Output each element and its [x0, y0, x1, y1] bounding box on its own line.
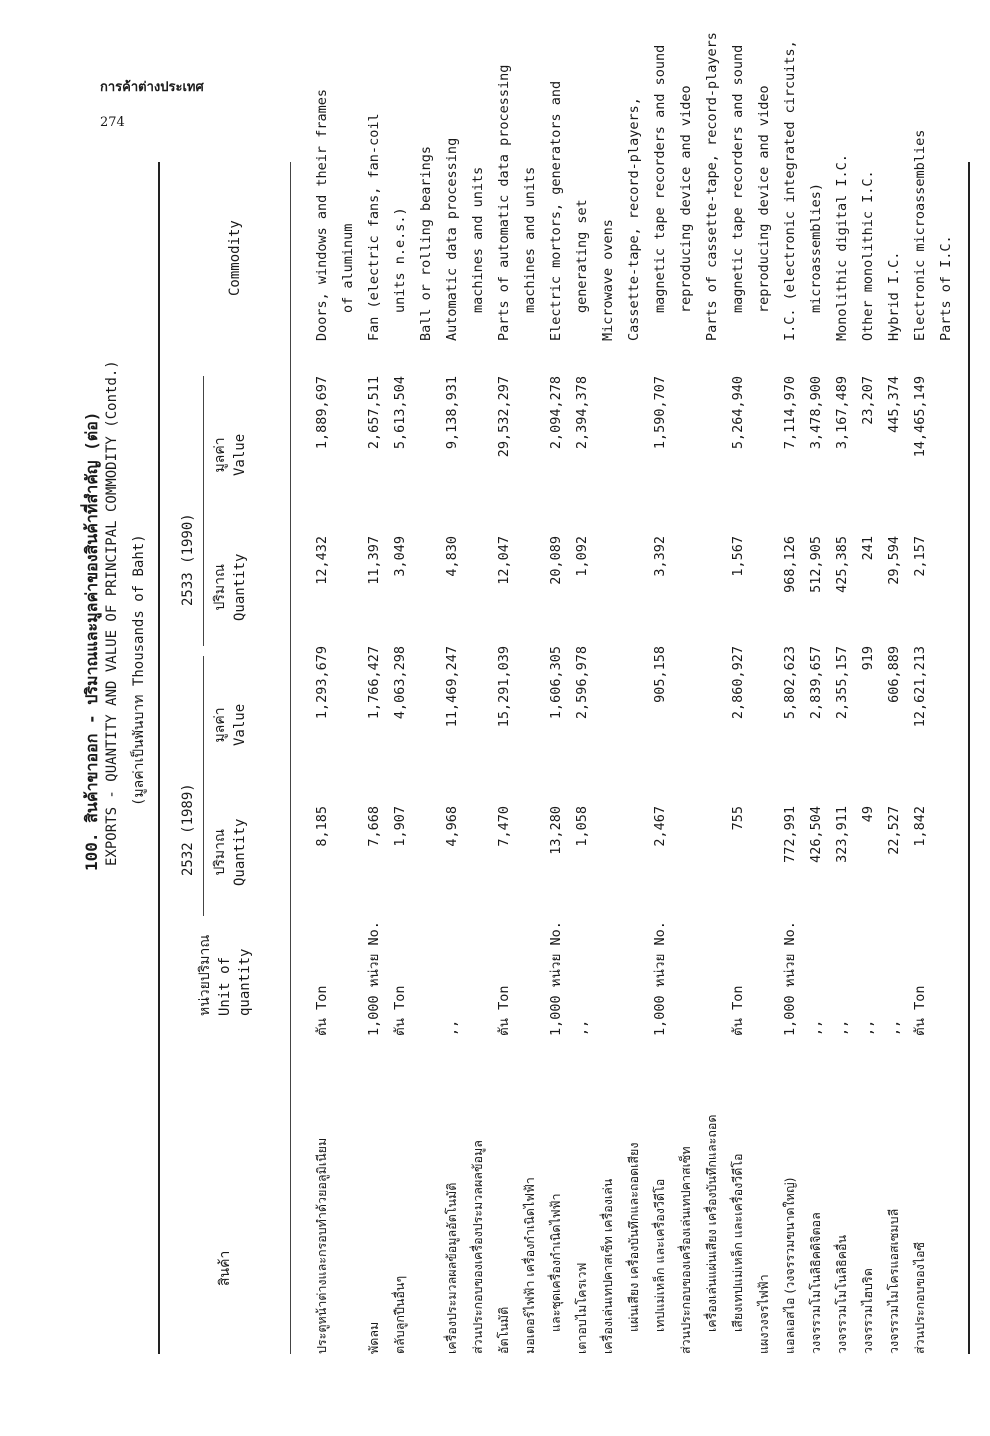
unit-cell: 1,000 หน่วย No.	[548, 921, 564, 1036]
quantity-1989-cell: 13,280	[548, 806, 564, 855]
quantity-1990-cell: 12,047	[496, 536, 512, 585]
header-commodity: Commodity	[227, 220, 243, 296]
quantity-1989-cell: 1,907	[392, 806, 408, 847]
thai-commodity-cell: วงจรรวมโมโนลิธิคอื่น	[834, 1234, 849, 1354]
commodity-cell: Fan (electric fans, fan-coil	[366, 113, 382, 341]
commodity-cell: units n.e.s.)	[392, 207, 408, 313]
value-1990-cell: 5,613,504	[392, 376, 408, 450]
value-1990-cell: 2,094,278	[548, 376, 564, 450]
quantity-1989-cell: 323,911	[834, 806, 850, 863]
page-number: 274	[100, 115, 125, 130]
thai-commodity-cell: ส่วนประกอบของเครื่องเล่นเทปคาสเซ็ท	[678, 1146, 693, 1354]
quantity-1989-cell: 49	[860, 806, 876, 823]
value-1989-cell: 606,889	[886, 646, 902, 703]
header-value-1990: มูลค่า Value	[212, 433, 248, 476]
commodity-cell: I.C. (electronic integrated circuits,	[782, 40, 798, 341]
thai-commodity-cell: ส่วนประกอบของเครื่องประมวลผลข้อมูล	[470, 1140, 485, 1354]
value-1990-cell: 14,465,149	[912, 376, 928, 458]
unit-cell: ตัน Ton	[392, 985, 408, 1036]
year-1989-rule	[203, 656, 204, 916]
header-quantity-1990: ปริมาณ Quantity	[212, 553, 248, 621]
commodity-cell: Other monolithic I.C.	[860, 170, 876, 341]
header-thai-commodity: สินค้า	[217, 1250, 233, 1286]
value-1989-cell: 919	[860, 646, 876, 671]
quantity-1990-cell: 4,830	[444, 536, 460, 577]
thai-commodity-cell: วงจรรวมไฮบริด	[860, 1268, 875, 1354]
commodity-cell: Microwave ovens	[600, 219, 616, 341]
commodity-cell: Monolithic digital I.C.	[834, 154, 850, 341]
thai-commodity-cell: เครื่องประมวลผลข้อมูลอัตโนมัติ	[444, 1182, 459, 1354]
quantity-1989-cell: 4,968	[444, 806, 460, 847]
unit-cell: ตัน Ton	[496, 985, 512, 1036]
value-1990-cell: 2,657,511	[366, 376, 382, 450]
quantity-1989-cell: 2,467	[652, 806, 668, 847]
thai-commodity-cell: และชุดเครื่องกำเนิดไฟฟ้า	[548, 1193, 563, 1332]
quantity-1990-cell: 11,397	[366, 536, 382, 585]
commodity-cell: Automatic data processing	[444, 137, 460, 341]
value-1990-cell: 445,374	[886, 376, 902, 433]
value-1989-cell: 1,766,427	[366, 646, 382, 720]
commodity-cell: Cassette-tape, record-players,	[626, 97, 642, 341]
commodity-cell: microassemblies)	[808, 182, 824, 313]
unit-cell: ,,	[860, 1019, 876, 1036]
unit-cell: ,,	[574, 1019, 590, 1036]
value-1990-cell: 23,207	[860, 376, 876, 425]
header-rule	[290, 162, 291, 1354]
commodity-cell: Electric mortors, generators and	[548, 80, 564, 341]
header-year-1990: 2533 (1990)	[180, 513, 196, 606]
unit-cell: ,,	[886, 1019, 902, 1036]
thai-commodity-cell: มอเตอร์ไฟฟ้า เครื่องกำเนิดไฟฟ้า	[522, 1177, 537, 1354]
value-1990-cell: 1,590,707	[652, 376, 668, 450]
unit-cell: ,,	[808, 1019, 824, 1036]
quantity-1990-cell: 12,432	[314, 536, 330, 585]
quantity-1989-cell: 1,058	[574, 806, 590, 847]
thai-commodity-cell: เครื่องเล่นเทปคาสเซ็ท เครื่องเล่น	[600, 1178, 615, 1354]
commodity-cell: Electronic microassemblies	[912, 129, 928, 341]
top-rule	[158, 162, 160, 1354]
quantity-1989-cell: 8,185	[314, 806, 330, 847]
quantity-1989-cell: 22,527	[886, 806, 902, 855]
commodity-cell: Doors, windows and their frames	[314, 89, 330, 341]
quantity-1989-cell: 7,470	[496, 806, 512, 847]
thai-commodity-cell: วงจรรวมไมโครแอสเซมบลี	[886, 1208, 901, 1354]
value-1989-cell: 2,839,657	[808, 646, 824, 720]
value-1989-cell: 4,063,298	[392, 646, 408, 720]
thai-commodity-cell: แผ่นเสียง เครื่องบันทึกและถอดเสียง	[626, 1142, 641, 1332]
quantity-1990-cell: 20,089	[548, 536, 564, 585]
quantity-1990-cell: 3,392	[652, 536, 668, 577]
quantity-1990-cell: 968,126	[782, 536, 798, 593]
value-1990-cell: 1,889,697	[314, 376, 330, 450]
unit-cell: 1,000 หน่วย No.	[366, 921, 382, 1036]
unit-cell: 1,000 หน่วย No.	[782, 921, 798, 1036]
value-1990-cell: 3,167,489	[834, 376, 850, 450]
value-1989-cell: 11,469,247	[444, 646, 460, 728]
commodity-cell: Hybrid I.C.	[886, 251, 902, 341]
quantity-1989-cell: 755	[730, 806, 746, 831]
header-value-1989: มูลค่า Value	[212, 703, 248, 746]
value-1989-cell: 5,802,623	[782, 646, 798, 720]
commodity-cell: machines and units	[470, 166, 486, 313]
commodity-cell: reproducing device and video	[678, 85, 694, 313]
section-title: การค้าต่างประเทศ	[100, 80, 204, 95]
value-1989-cell: 2,355,157	[834, 646, 850, 720]
value-1989-cell: 1,606,305	[548, 646, 564, 720]
quantity-1989-cell: 772,991	[782, 806, 798, 863]
commodity-cell: Parts of automatic data processing	[496, 64, 512, 341]
quantity-1990-cell: 29,594	[886, 536, 902, 585]
value-1990-cell: 29,532,297	[496, 376, 512, 458]
commodity-cell: Ball or rolling bearings	[418, 145, 434, 341]
thai-commodity-cell: พัดลม	[366, 1321, 381, 1354]
quantity-1990-cell: 1,092	[574, 536, 590, 577]
quantity-1990-cell: 425,385	[834, 536, 850, 593]
value-1990-cell: 9,138,931	[444, 376, 460, 450]
commodity-cell: magnetic tape recorders and sound	[652, 44, 668, 313]
commodity-cell: Parts of I.C.	[938, 235, 954, 341]
value-1989-cell: 12,621,213	[912, 646, 928, 728]
quantity-1990-cell: 3,049	[392, 536, 408, 577]
quantity-1990-cell: 2,157	[912, 536, 928, 577]
thai-commodity-cell: เทปแม่เหล็ก และเครื่องวีดีโอ	[652, 1178, 667, 1332]
value-1990-cell: 3,478,900	[808, 376, 824, 450]
header-unit: หน่วยปริมาณ Unit of quantity	[197, 934, 253, 1016]
value-1989-cell: 1,293,679	[314, 646, 330, 720]
value-1989-cell: 2,860,927	[730, 646, 746, 720]
thai-commodity-cell: ประตูหน้าต่างและกรอบทำด้วยอลูมิเนียม	[314, 1137, 329, 1354]
header-year-1989: 2532 (1989)	[180, 783, 196, 876]
quantity-1990-cell: 1,567	[730, 536, 746, 577]
quantity-1990-cell: 241	[860, 536, 876, 561]
value-1990-cell: 5,264,940	[730, 376, 746, 450]
thai-commodity-cell: เสียงเทปแม่เหล็ก และเครื่องวีดีโอ	[730, 1153, 745, 1332]
quantity-1990-cell: 512,905	[808, 536, 824, 593]
unit-cell: ,,	[444, 1019, 460, 1036]
thai-commodity-cell: ส่วนประกอบของไอซี	[912, 1242, 927, 1354]
value-1990-cell: 2,394,378	[574, 376, 590, 450]
commodity-cell: generating set	[574, 199, 590, 313]
thai-commodity-cell: วงจรรวมโมโนลิธิคดิจิตอล	[808, 1212, 823, 1354]
commodity-cell: machines and units	[522, 166, 538, 313]
unit-cell: ,,	[834, 1019, 850, 1036]
thai-commodity-cell: เตาอบไมโครเวฟ	[574, 1262, 589, 1354]
table-units-note: (มูลค่าเป็นพันบาท Thousands of Baht)	[131, 534, 147, 806]
value-1990-cell: 7,114,970	[782, 376, 798, 450]
thai-commodity-cell: แผงวงจรไฟฟ้า	[756, 1274, 771, 1354]
unit-cell: ตัน Ton	[314, 985, 330, 1036]
commodity-cell: magnetic tape recorders and sound	[730, 44, 746, 313]
thai-commodity-cell: อัตโนมัติ	[496, 1306, 511, 1354]
commodity-cell: of aluminum	[340, 223, 356, 313]
year-1990-rule	[203, 376, 204, 646]
header-quantity-1989: ปริมาณ Quantity	[212, 818, 248, 886]
commodity-cell: reproducing device and video	[756, 85, 772, 313]
value-1989-cell: 15,291,039	[496, 646, 512, 728]
thai-commodity-cell: แอลเอสไอ (วงจรรวมขนาดใหญ่)	[782, 1177, 797, 1354]
quantity-1989-cell: 1,842	[912, 806, 928, 847]
unit-cell: ตัน Ton	[730, 985, 746, 1036]
thai-commodity-cell: ตลับลูกปืนอื่นๆ	[392, 1275, 407, 1354]
quantity-1989-cell: 426,504	[808, 806, 824, 863]
table-title-english: EXPORTS - QUANTITY AND VALUE OF PRINCIPAL COMMODITY (Contd.)	[104, 360, 120, 866]
quantity-1989-cell: 7,668	[366, 806, 382, 847]
unit-cell: 1,000 หน่วย No.	[652, 921, 668, 1036]
thai-commodity-cell: เครื่องเล่นแผ่นเสียง เครื่องบันทึกและถอด	[704, 1114, 719, 1332]
bottom-rule	[968, 162, 970, 1354]
value-1989-cell: 905,158	[652, 646, 668, 703]
unit-cell: ตัน Ton	[912, 985, 928, 1036]
commodity-cell: Parts of cassette-tape, record-players	[704, 32, 720, 341]
value-1989-cell: 2,596,978	[574, 646, 590, 720]
table-title-thai: 100. สินค้าขาออก - ปริมาณและมูลค่าของสินค้าที่สำคัญ (ต่อ)	[82, 411, 101, 871]
